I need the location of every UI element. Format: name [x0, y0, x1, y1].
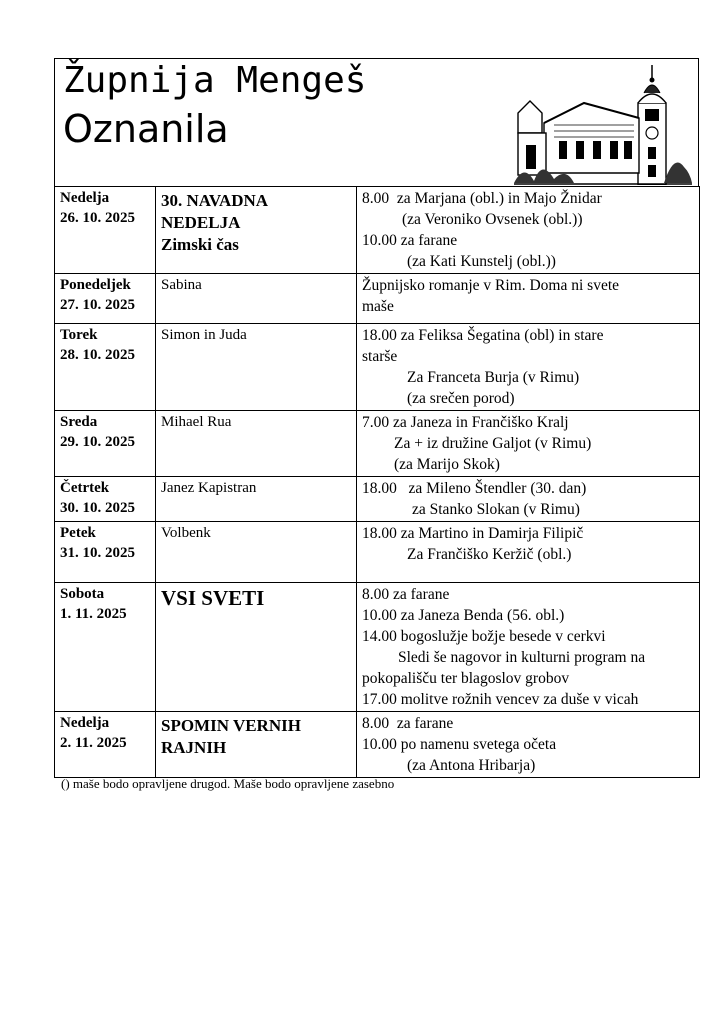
mass-line: Za + iz družine Galjot (v Rimu): [394, 435, 592, 452]
table-row: [55, 583, 700, 712]
mass-line: 8.00 za Marjana (obl.) in Majo Žnidar: [362, 190, 602, 207]
masses-cell: [357, 712, 700, 778]
table-row: [55, 187, 700, 274]
table-row: [55, 411, 700, 477]
mass-line: Župnijsko romanje v Rim. Doma ni svete: [362, 277, 620, 294]
masses-cell: [357, 522, 700, 583]
day-name: Četrtek: [60, 480, 110, 496]
day-name: Ponedeljek: [60, 277, 131, 293]
mass-line: 10.00 za farane: [362, 232, 458, 249]
feast-cell: [156, 324, 357, 411]
masses-cell: [357, 411, 700, 477]
day-name: Sobota: [60, 586, 105, 602]
day-name: Nedelja: [60, 190, 110, 206]
table-row: [55, 477, 700, 522]
feast-line: RAJNIH: [161, 738, 227, 757]
mass-line: (za Antona Hribarja): [407, 757, 536, 774]
page-title: Oznanila: [63, 107, 229, 151]
day-date: 28. 10. 2025: [60, 347, 135, 363]
footnote: () maše bodo opravljene drugod. Maše bodo opravljene zasebno: [61, 776, 395, 791]
mass-line: starše: [362, 348, 398, 365]
feast-line: NEDELJA: [161, 213, 241, 232]
day-date: 31. 10. 2025: [60, 545, 135, 561]
mass-line: 18.00 za Mileno Štendler (30. dan): [362, 480, 587, 497]
mass-line: (za Veroniko Ovsenek (obl.)): [402, 211, 583, 228]
mass-line: 7.00 za Janeza in Frančiško Kralj: [362, 414, 569, 431]
masses-cell: [357, 274, 700, 324]
masses-cell: [357, 187, 700, 274]
day-date: 27. 10. 2025: [60, 297, 135, 313]
day-cell: [55, 583, 156, 712]
day-date: 1. 11. 2025: [60, 606, 127, 622]
feast-line: Zimski čas: [161, 235, 239, 254]
feast-line: Mihael Rua: [161, 414, 232, 430]
day-date: 30. 10. 2025: [60, 500, 135, 516]
day-cell: [55, 274, 156, 324]
day-cell: [55, 477, 156, 522]
feast-line: SPOMIN VERNIH: [161, 716, 301, 735]
day-date: 2. 11. 2025: [60, 735, 127, 751]
day-date: 26. 10. 2025: [60, 210, 135, 226]
mass-line: Za Frančiško Keržič (obl.): [407, 546, 572, 563]
mass-line: Sledi še nagovor in kulturni program na: [398, 649, 646, 666]
masses-cell: [357, 583, 700, 712]
schedule-table: [54, 186, 700, 778]
mass-line: pokopališču ter blagoslov grobov: [362, 670, 570, 687]
mass-line: 8.00 za farane: [362, 715, 454, 732]
feast-cell: [156, 274, 357, 324]
mass-line: 8.00 za farane: [362, 586, 450, 603]
day-cell: [55, 522, 156, 583]
header: [54, 58, 699, 186]
day-name: Torek: [60, 327, 98, 343]
mass-line: 10.00 po namenu svetega očeta: [362, 736, 557, 753]
day-name: Sreda: [60, 414, 98, 430]
day-cell: [55, 187, 156, 274]
day-cell: [55, 411, 156, 477]
mass-line: (za Marijo Skok): [394, 456, 500, 473]
mass-line: maše: [362, 298, 394, 315]
feast-cell: [156, 522, 357, 583]
church-drawing-icon: [514, 63, 692, 185]
mass-line: 18.00 za Martino in Damirja Filipič: [362, 525, 584, 542]
feast-line: Sabina: [161, 277, 202, 293]
feast-line: 30. NAVADNA: [161, 191, 269, 210]
day-date: 29. 10. 2025: [60, 434, 135, 450]
feast-cell: [156, 477, 357, 522]
parish-name: Župnija Mengeš: [63, 60, 367, 101]
mass-line: (za srečen porod): [407, 390, 515, 407]
table-row: [55, 324, 700, 411]
masses-cell: [357, 324, 700, 411]
masses-cell: [357, 477, 700, 522]
mass-line: za Stanko Slokan (v Rimu): [412, 501, 580, 518]
feast-line: Janez Kapistran: [161, 480, 257, 496]
table-row: [55, 712, 700, 778]
day-name: Petek: [60, 525, 96, 541]
table-row: [55, 274, 700, 324]
feast-cell: [156, 583, 357, 712]
feast-cell: [156, 187, 357, 274]
mass-line: 18.00 za Feliksa Šegatina (obl) in stare: [362, 327, 604, 344]
feast-cell: [156, 712, 357, 778]
mass-line: 17.00 molitve rožnih vencev za duše v vicah: [362, 691, 639, 708]
day-cell: [55, 712, 156, 778]
feast-line: VSI SVETI: [161, 586, 265, 610]
announcements-sheet: [54, 58, 699, 778]
feast-line: Volbenk: [161, 525, 211, 541]
feast-line: Simon in Juda: [161, 327, 247, 343]
day-cell: [55, 324, 156, 411]
mass-line: 10.00 za Janeza Benda (56. obl.): [362, 607, 565, 624]
day-name: Nedelja: [60, 715, 110, 731]
mass-line: 14.00 bogoslužje božje besede v cerkvi: [362, 628, 606, 645]
table-row: [55, 522, 700, 583]
mass-line: (za Kati Kunstelj (obl.)): [407, 253, 556, 270]
mass-line: Za Franceta Burja (v Rimu): [407, 369, 580, 386]
feast-cell: [156, 411, 357, 477]
